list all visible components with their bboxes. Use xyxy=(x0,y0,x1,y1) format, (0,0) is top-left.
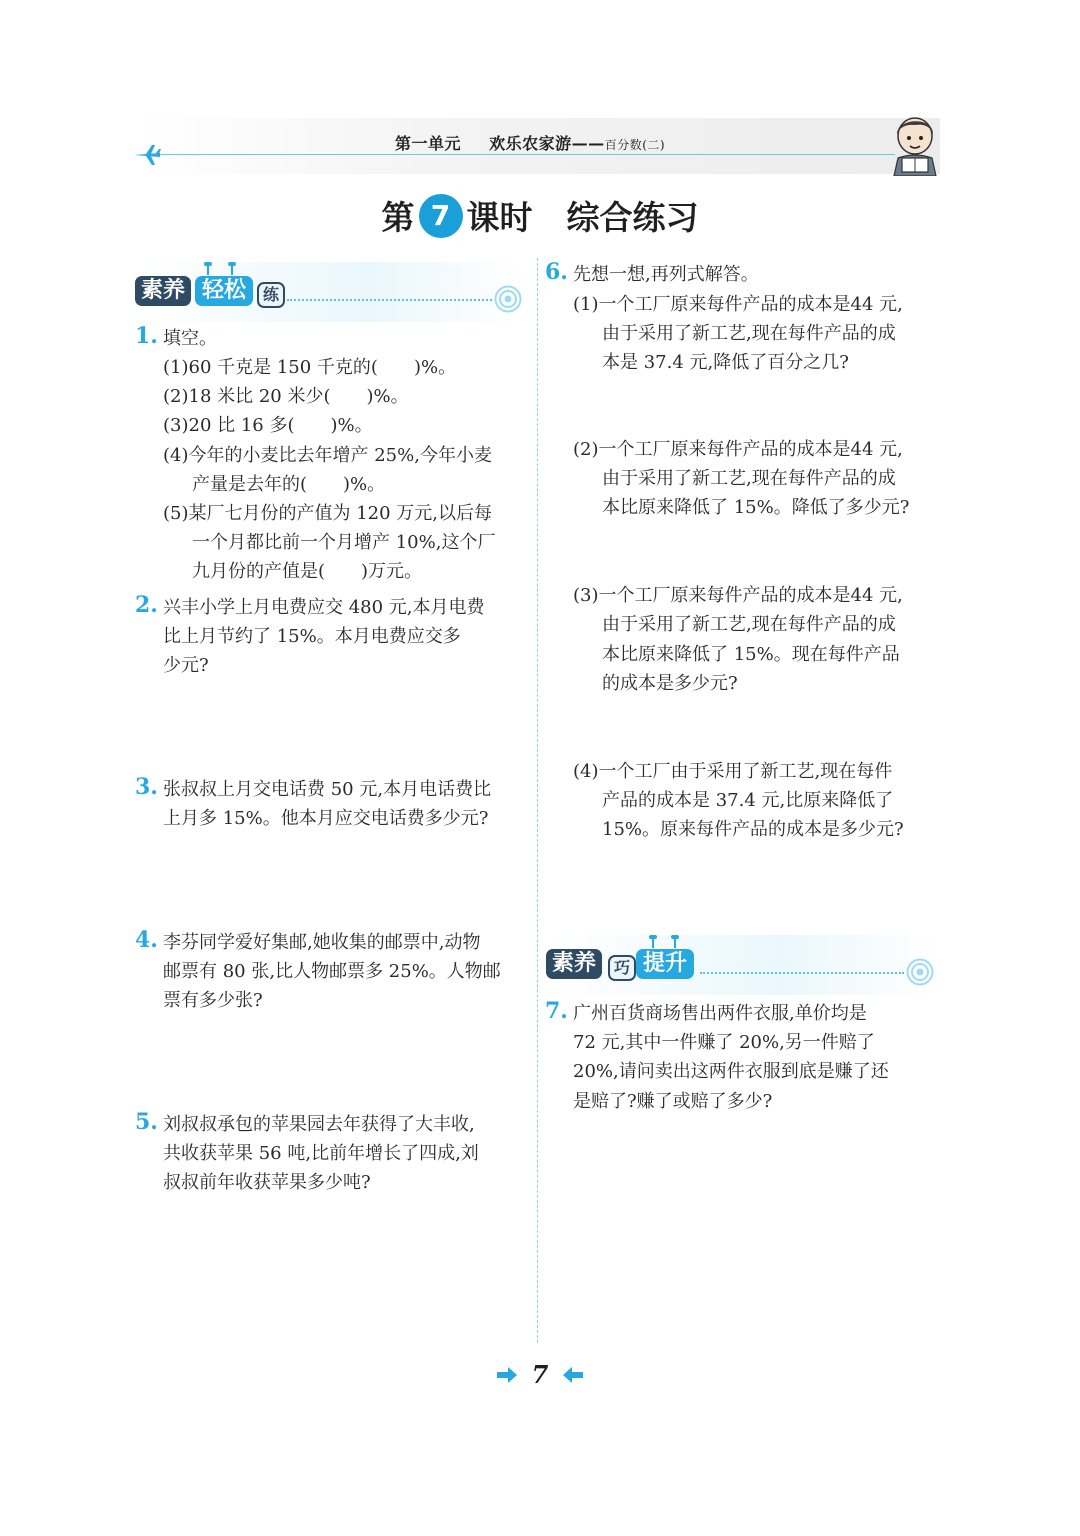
question-text: 由于采用了新工艺,现在每件产品的成 xyxy=(602,323,896,344)
section-banner-easy xyxy=(135,262,525,322)
question-text: 叔叔前年收获苹果多少吨? xyxy=(163,1172,371,1193)
question-text: 15%。原来每件产品的成本是多少元? xyxy=(602,819,904,840)
question-text: 比上月节约了 15%。本月电费应交多 xyxy=(163,626,461,647)
question-text: 少元? xyxy=(163,655,209,676)
question-text: 李芬同学爱好集邮,她收集的邮票中,动物 xyxy=(163,932,481,953)
lesson-name: 综合练习 xyxy=(566,198,699,237)
question-number: 1. xyxy=(135,323,158,349)
lesson-suffix: 课时 xyxy=(466,198,533,237)
page-footer xyxy=(0,1360,1080,1389)
question-text: 产品的成本是 37.4 元,比原来降低了 xyxy=(602,790,894,811)
question-text: 一个月都比前一个月增产 10%,这个厂 xyxy=(192,532,496,553)
question-text: 刘叔叔承包的苹果园去年获得了大丰收, xyxy=(163,1114,475,1135)
question-text: 本比原来降低了 15%。现在每件产品 xyxy=(602,644,900,665)
question-text: 九月份的产值是( )万元。 xyxy=(192,561,423,582)
question-number: 6. xyxy=(545,259,568,285)
question-text: (2)一个工厂原来每件产品的成本是44 元, xyxy=(573,439,903,460)
question-text: (3)20 比 16 多( )%。 xyxy=(163,415,373,436)
question-text: 产量是去年的( )%。 xyxy=(192,474,386,495)
question-text: 填空。 xyxy=(163,328,217,349)
question-text: (1)一个工厂原来每件产品的成本是44 元, xyxy=(573,294,903,315)
question-text: 是赔了?赚了或赔了多少? xyxy=(573,1091,773,1112)
unit-subtitle: 百分数(二) xyxy=(604,138,666,152)
target-icon xyxy=(494,285,522,313)
page-number: 7 xyxy=(531,1360,549,1389)
question-text: 邮票有 80 张,比人物邮票多 25%。人物邮 xyxy=(163,961,501,982)
question-text: 兴丰小学上月电费应交 480 元,本月电费 xyxy=(163,597,485,618)
banner-tag-practice: 练 xyxy=(257,282,285,308)
question-number: 4. xyxy=(135,927,158,953)
question-text: 票有多少张? xyxy=(163,990,263,1011)
question-number: 3. xyxy=(135,774,158,800)
banner-tag-improve: 提升 xyxy=(636,949,694,979)
banner-tag-suyang: 素养 xyxy=(546,949,602,979)
question-text: 张叔叔上月交电话费 50 元,本月电话费比 xyxy=(163,779,492,800)
question-number: 7. xyxy=(545,998,568,1024)
section-banner-improve xyxy=(546,935,938,995)
arrow-right-icon xyxy=(497,1367,517,1383)
question-text: 的成本是多少元? xyxy=(602,673,738,694)
banner-tag-easy: 轻松 xyxy=(195,276,253,306)
question-number: 2. xyxy=(135,592,158,618)
lesson-prefix: 第 xyxy=(381,198,415,237)
column-divider xyxy=(537,258,538,1343)
banner-tag-skill: 巧 xyxy=(608,955,636,981)
question-text: 上月多 15%。他本月应交电话费多少元? xyxy=(163,808,489,829)
lesson-number-badge: 7 xyxy=(419,194,463,238)
banner-tag-suyang: 素养 xyxy=(135,276,191,306)
question-text: (4)今年的小麦比去年增产 25%,今年小麦 xyxy=(163,445,492,466)
question-text: (1)60 千克是 150 千克的( )%。 xyxy=(163,357,457,378)
question-text: 本比原来降低了 15%。降低了多少元? xyxy=(602,497,910,518)
target-icon xyxy=(906,958,934,986)
question-text: 广州百货商场售出两件衣服,单价均是 xyxy=(573,1003,867,1024)
question-number: 5. xyxy=(135,1109,158,1135)
question-text: 本是 37.4 元,降低了百分之几? xyxy=(602,352,849,373)
question-text: 先想一想,再列式解答。 xyxy=(573,264,759,285)
boy-reading-icon xyxy=(888,114,942,176)
question-text: (3)一个工厂原来每件产品的成本是44 元, xyxy=(573,585,903,606)
question-text: 由于采用了新工艺,现在每件产品的成 xyxy=(602,614,896,635)
running-header xyxy=(395,131,665,154)
question-text: 20%,请问卖出这两件衣服到底是赚了还 xyxy=(573,1061,889,1082)
question-text: (4)一个工厂由于采用了新工艺,现在每件 xyxy=(573,761,893,782)
question-text: (2)18 米比 20 米少( )%。 xyxy=(163,386,409,407)
question-text: 由于采用了新工艺,现在每件产品的成 xyxy=(602,468,896,489)
unit-title: 欢乐农家游—— xyxy=(489,134,605,153)
question-text: (5)某厂七月份的产值为 120 万元,以后每 xyxy=(163,503,493,524)
question-text: 72 元,其中一件赚了 20%,另一件赔了 xyxy=(573,1032,875,1053)
arrow-left-icon xyxy=(563,1367,583,1383)
airplane-icon xyxy=(132,143,162,167)
question-text: 共收获苹果 56 吨,比前年增长了四成,刘 xyxy=(163,1143,479,1164)
header-rule xyxy=(150,154,895,155)
lesson-title xyxy=(0,192,1080,239)
unit-label: 第一单元 xyxy=(395,134,462,153)
